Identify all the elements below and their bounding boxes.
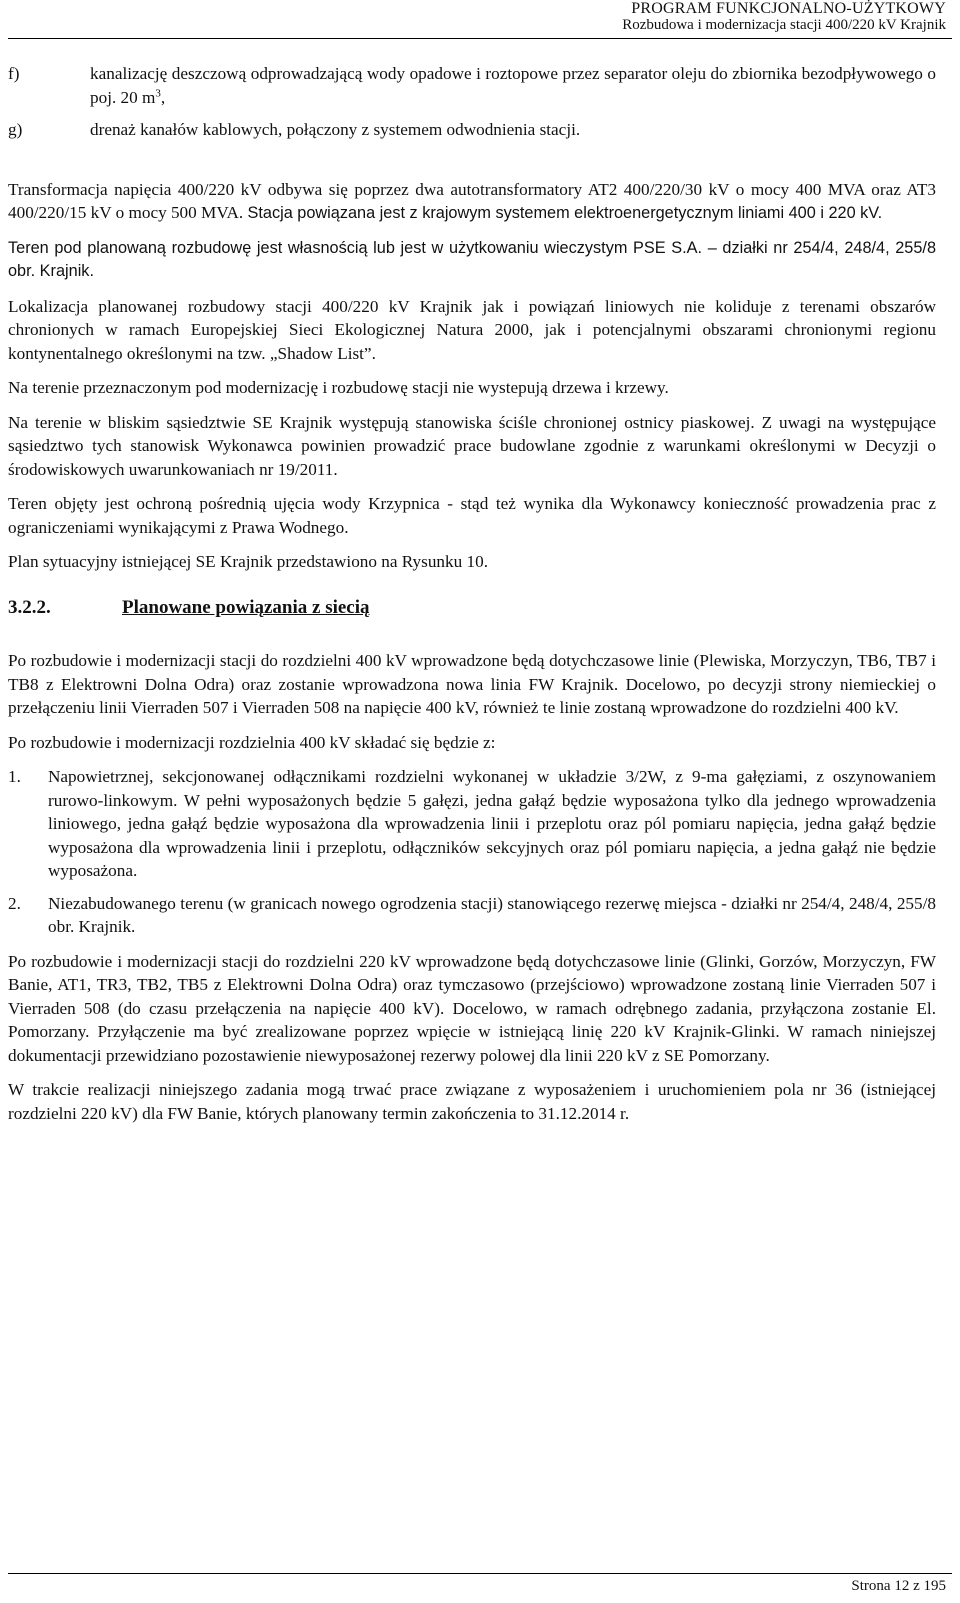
section-heading <box>8 596 936 620</box>
section-number: 3.2.2. <box>8 596 51 618</box>
page-number: Strona 12 z 195 <box>851 1578 946 1594</box>
paragraph-220kv: Po rozbudowie i modernizacji stacji do rozdzielni 220 kV wprowadzone będą dotychczasowe linie (Glinki, Gorzów, Morzyczyn, FW Banie, AT1, TR3, TB2, TB5 z Elektrowni Dolna Odra) oraz tymczasowo (przejściowo) wprowadzone zostaną linie Vierraden 507 i Vierraden 508 (do czasu przełączenia na napięcie 400 kV). Docelowo, w ramach odrębnego zadania, przyłączona zostanie El. Pomorzany. Przyłączenie ma być zrealizowane poprzez wpięcie w istniejącą linię 220 kV Krajnik-Glinki. W ramach niniejszej dokumentacji przewidziano pozostawienie niewyposażonej rezerwy polowej dla linii 220 kV z SE Pomorzany. <box>8 951 936 1065</box>
list-text: kanalizację deszczową odprowadzającą wody opadowe i roztopowe przez separator oleju do zbiornika bezodpływowego o poj. 20 $m^3$, <box>90 64 936 107</box>
paragraph-location: Lokalizacja planowanej rozbudowy stacji 400/220 kV Krajnik jak i powiązań liniowych nie koliduje z terenami obszarów chronionych w ramach Europejskiej Sieci Ekologicznej Natura 2000, jak i potencjalnymi obszarami chronionymi regionu kontynentalnego określonymi na tzw. „Shadow List”. <box>8 296 936 363</box>
list-marker: 1. <box>8 767 21 786</box>
paragraph-ongoing-works: W trakcie realizacji niniejszego zadania mogą trwać prace związane z wyposażeniem i uruchomieniem pola nr 36 (istniejącej rozdzielni 220 kV) dla FW Banie, których planowany termin zakończenia to 31.12.2014 r. <box>8 1080 936 1123</box>
header-divider <box>8 38 952 39</box>
paragraph-transformation: Transformacja napięcia 400/220 kV odbywa się poprzez dwa autotransformatory AT2 400/220/30 kV o mocy 400 MVA oraz AT3 400/220/15 kV o mocy 500 MVA. Stacja powiązana jest z krajowym systemem elektroenergetycznym liniami 400 i 220 kV. <box>8 179 936 222</box>
paragraph-400kv: Po rozbudowie i modernizacji stacji do rozdzielni 400 kV wprowadzone będą dotychczasowe linie (Plewiska, Morzyczyn, TB6, TB7 i TB8 z Elektrowni Dolna Odra) oraz zostanie wprowadzona nowa linia FW Krajnik. Docelowo, po decyzji strony niemieckiej o przełączeniu linii Vierraden 507 i Vierraden 508 na napięcie 400 kV, również te linie zostaną wprowadzone do rozdzielni 400 kV. <box>8 651 936 717</box>
section-title: Planowane powiązania z siecią <box>122 596 370 618</box>
paragraph-water-protection: Teren objęty jest ochroną pośrednią ujęcia wody Krzypnica - stąd też wynika dla Wykonawcy konieczność prowadzenia prac z ograniczeniami wynikającymi z Prawa Wodnego. <box>8 494 936 537</box>
list-item <box>8 765 936 883</box>
list-marker: 2. <box>8 893 21 913</box>
list-item <box>8 118 936 142</box>
document-body <box>8 62 936 1136</box>
list-text: drenaż kanałów kablowych, połączony z systemem odwodnienia stacji. <box>90 120 581 139</box>
header-program-title: PROGRAM FUNKCJONALNO-UŻYTKOWY <box>631 0 946 17</box>
list-item <box>8 892 936 939</box>
paragraph-site-plan: Plan sytuacyjny istniejącej SE Krajnik przedstawiono na Rysunku 10. <box>8 552 488 571</box>
list-item <box>8 62 936 109</box>
paragraph-trees: Na terenie przeznaczonym pod modernizację i rozbudowę stacji nie wystepują drzewa i krzewy. <box>8 378 669 397</box>
header-project-title: Rozbudowa i modernizacja stacji 400/220 kV Krajnik <box>622 17 946 33</box>
list-marker: g) <box>8 120 23 139</box>
page-header <box>622 0 946 34</box>
list-marker: f) <box>8 64 20 83</box>
list-text: Niezabudowanego terenu (w granicach nowego ogrodzenia stacji) stanowiącego rezerwę miejsca - działki nr 254/4, 248/4, 255/8 obr. Krajnik. <box>48 893 936 936</box>
list-text: Napowietrznej, sekcjonowanej odłącznikami rozdzielni wykonanej w układzie 3/2W, z 9-ma gałęziami, z oszynowaniem rurowo-linkowym. W pełni wyposażonych będzie 5 gałęzi, jedna gałąź będzie wyposażona tylko dla jednego wprowadzenia liniowego, jedna gałąź będzie wyposażona dla wprowadzenia linii i przeplotu oraz pól pomiaru napięcia, jedna gałąź będzie wyposażona dla wprowadzenia linii i przeplotu, odłączników sekcyjnych oraz pól pomiaru napięcia, a jedna gałąź nie będzie wyposażona. <box>48 767 936 880</box>
paragraph-land-ownership: Teren pod planowaną rozbudowę jest własnością lub jest w użytkowaniu wieczystym PSE S.A. – działki nr 254/4, 248/4, 255/8 obr. Krajnik. <box>8 238 936 280</box>
paragraph-protected-species: Na terenie w bliskim sąsiedztwie SE Krajnik występują stanowiska ściśle chronionej ostnicy piaskowej. Z uwagi na występujące sąsiedztwo tych stanowisk Wykonawca powinien prowadzić prace budowlane zgodnie z warunkami określonymi w Decyzji o środowiskowych uwarunkowaniach nr 19/2011. <box>8 412 936 479</box>
paragraph-composition: Po rozbudowie i modernizacji rozdzielnia 400 kV składać się będzie z: <box>8 732 496 752</box>
footer-divider <box>8 1573 952 1574</box>
